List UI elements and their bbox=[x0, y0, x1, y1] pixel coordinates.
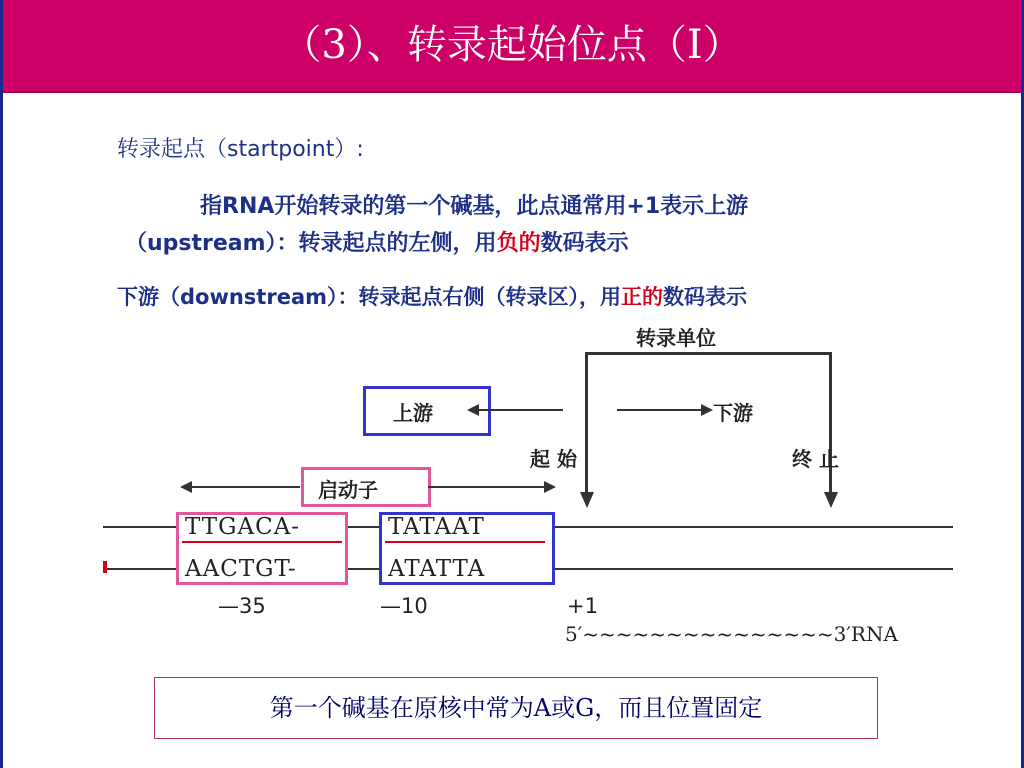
minus35-underline bbox=[182, 541, 342, 543]
stop-label: 终 止 bbox=[792, 447, 839, 471]
start-arrowhead bbox=[580, 492, 594, 508]
note-text: 第一个碱基在原核中常为A或G，而且位置固定 bbox=[269, 694, 763, 722]
title-divider bbox=[0, 91, 1024, 93]
transcription-unit-label: 转录单位 bbox=[636, 326, 716, 350]
definition-line-2-text: （upstream）：转录起点的左侧，用 bbox=[125, 231, 497, 256]
definition-line-2 bbox=[125, 226, 629, 257]
left-border bbox=[0, 0, 3, 768]
downstream-text: 下游（downstream）：转录起点右侧（转录区），用 bbox=[117, 285, 621, 309]
upstream-arrow bbox=[465, 402, 565, 418]
unit-bracket-top bbox=[585, 352, 832, 355]
note-box bbox=[154, 677, 878, 739]
minus10-underline bbox=[385, 541, 545, 543]
definition-line-2-tail: 数码表示 bbox=[540, 231, 629, 256]
rna-transcript: 5′~~~~~~~~~~~~~~~3′RNA bbox=[565, 622, 898, 646]
minus35-top-seq: TTGACA- bbox=[185, 514, 301, 540]
position-plus1: +1 bbox=[567, 594, 598, 618]
bracket-arrowheads bbox=[578, 492, 838, 512]
downstream-arrow bbox=[615, 402, 715, 418]
stop-arrow-shaft bbox=[829, 352, 832, 500]
promoter-span-arrow bbox=[178, 479, 558, 495]
stop-arrowhead bbox=[824, 492, 838, 508]
position-minus10: —10 bbox=[380, 594, 428, 618]
start-label: 起 始 bbox=[530, 447, 577, 471]
position-minus35: —35 bbox=[218, 594, 266, 618]
minus10-bottom-seq: ATATTA bbox=[388, 556, 486, 582]
minus35-bottom-seq: AACTGT- bbox=[185, 556, 297, 582]
start-arrow-shaft bbox=[585, 352, 588, 500]
startpoint-heading: 转录起点（startpoint）: bbox=[117, 137, 364, 162]
slide-title: （3）、转录起始位点（I） bbox=[281, 22, 743, 68]
promoter-label: 启动子 bbox=[318, 478, 378, 502]
downstream-label: 下游 bbox=[713, 401, 753, 425]
definition-line-1: 指RNA开始转录的第一个碱基，此点通常用+1表示上游 bbox=[200, 194, 749, 219]
positive-highlight: 正的 bbox=[621, 285, 663, 309]
minus10-top-seq: TATAAT bbox=[388, 514, 485, 540]
upstream-label: 上游 bbox=[393, 401, 433, 425]
title-bar bbox=[0, 0, 1024, 91]
negative-highlight: 负的 bbox=[496, 231, 541, 256]
strand-mark bbox=[103, 561, 107, 573]
downstream-tail: 数码表示 bbox=[663, 285, 747, 309]
downstream-line bbox=[117, 281, 747, 311]
